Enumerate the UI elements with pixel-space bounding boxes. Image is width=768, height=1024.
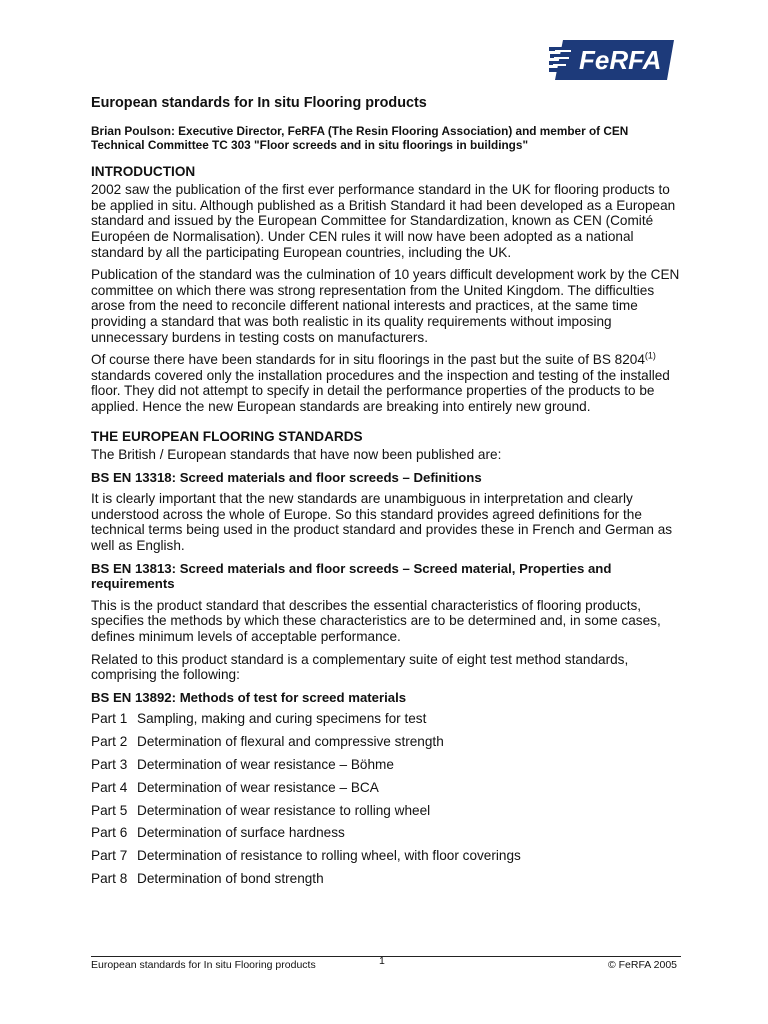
footer-divider — [91, 956, 681, 957]
part-text: Determination of surface hardness — [137, 825, 345, 841]
list-item — [91, 848, 681, 871]
part-text: Determination of bond strength — [137, 870, 324, 886]
part-text: Determination of wear resistance – BCA — [137, 779, 379, 795]
footnote-ref: (1) — [644, 350, 656, 361]
intro-p3-start: Of course there have been standards for in situ floorings in the past but the suite of BS 8204 — [91, 352, 645, 368]
standards-intro: The British / European standards that have now been published are: — [91, 447, 502, 463]
part-label: Part 5 — [91, 802, 128, 818]
part-text: Determination of flexural and compressive strength — [137, 734, 444, 750]
part-text: Determination of wear resistance – Böhme — [137, 757, 394, 772]
document-title: European standards for In situ Flooring products — [91, 95, 427, 111]
list-item — [91, 757, 681, 780]
page-number: 1 — [379, 955, 385, 967]
list-item — [91, 803, 681, 826]
footer-title: European standards for In situ Flooring products — [91, 959, 316, 971]
list-item — [91, 825, 681, 848]
list-item — [91, 711, 681, 734]
intro-p3-end: standards covered only the installation procedures and the inspection and testing of the installed floor. They did not attempt to specify in detail the performance properties of the products to be applied. Hence the new European standards are breaking into entirely new ground. — [91, 367, 670, 414]
copyright: © FeRFA 2005 — [607, 959, 677, 971]
intro-paragraph-1: 2002 saw the publication of the first ever performance standard in the UK for flooring products to be applied in situ. Although published as a British Standard it had been developed as a European standard and issued by the European Committee for Standardization, known as CEN (Comité Européen de Normalisation). Under CEN rules it will now have been adopted as a national standard by all the participating European countries, including the UK. — [91, 182, 676, 260]
part-label: Part 3 — [91, 757, 128, 772]
part-label: Part 6 — [91, 825, 128, 841]
ferfa-logo — [549, 40, 674, 80]
en13318-text: It is clearly important that the new standards are unambiguous in interpretation and clearly understood across the whole of Europe. So this standard provides agreed definitions for the technical terms being used in the product standard and provides these in French and German as well as English. — [91, 491, 673, 554]
part-label: Part 4 — [91, 779, 128, 795]
related-text: Related to this product standard is a complementary suite of eight test method standards, comprising the following: — [91, 651, 629, 683]
list-item — [91, 871, 681, 894]
intro-paragraph-3 — [91, 352, 681, 414]
document-body — [91, 96, 681, 894]
part-label: Part 1 — [91, 711, 128, 727]
standards-heading: THE EUROPEAN FLOORING STANDARDS — [91, 428, 363, 444]
part-text: Sampling, making and curing specimens for test — [137, 711, 427, 727]
part-label: Part 7 — [91, 848, 128, 864]
part-label: Part 2 — [91, 734, 128, 750]
list-item — [91, 734, 681, 757]
author-byline: Brian Poulson: Executive Director, FeRFA (The Resin Flooring Association) and member of CEN Technical Committee TC 303 "Floor screeds and in situ floorings in buildings" — [91, 123, 629, 152]
logo-text: FeRFA — [579, 45, 662, 75]
en13892-title: BS EN 13892: Methods of test for screed materials — [91, 689, 407, 705]
en13318-title: BS EN 13318: Screed materials and floor screeds – Definitions — [91, 469, 482, 485]
test-parts-list — [91, 711, 681, 893]
list-item — [91, 780, 681, 803]
en13813-title: BS EN 13813: Screed materials and floor screeds – Screed material, Properties and requirements — [91, 560, 612, 592]
intro-paragraph-2: Publication of the standard was the culmination of 10 years difficult development work by the CEN committee on which there was strong representation from the United Kingdom. The difficulties arose from the need to reconcile different national interests and practices, at the same time providing a standard that was both realistic in its quality requirements without imposing unnecessary burdens in testing costs on manufacturers. — [91, 267, 680, 345]
part-text: Determination of wear resistance to rolling wheel — [137, 802, 431, 818]
part-text: Determination of resistance to rolling wheel, with floor coverings — [137, 848, 521, 864]
en13813-text: This is the product standard that describes the essential characteristics of flooring products, specifies the methods by which these characteristics are to be determined and, in some cases, defines minimum levels of acceptable performance. — [91, 597, 661, 645]
intro-heading: INTRODUCTION — [91, 163, 196, 179]
part-label: Part 8 — [91, 870, 128, 886]
